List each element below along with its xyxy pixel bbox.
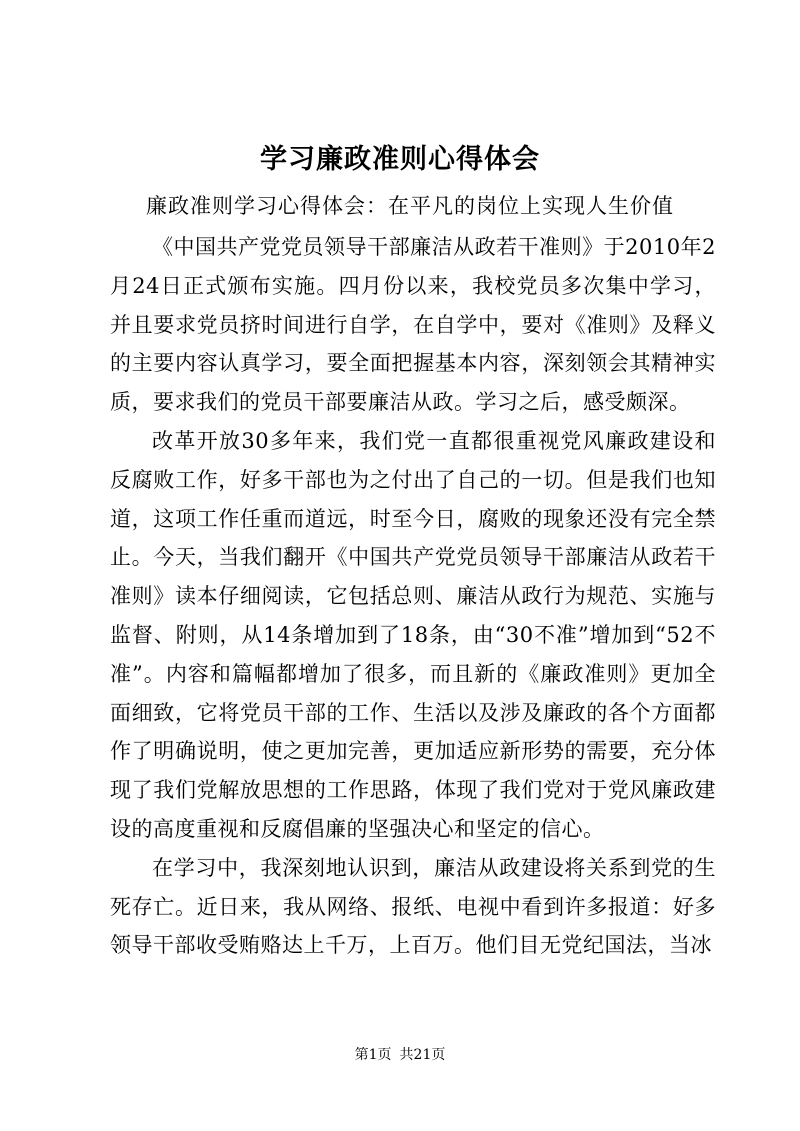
document-title: 学习廉政准则心得体会 — [260, 144, 540, 175]
document-body — [110, 228, 716, 965]
document-subtitle: 廉政准则学习心得体会：在平凡的岗位上实现人生价值 — [146, 194, 674, 218]
paragraph: 在学习中，我深刻地认识到，廉洁从政建设将关系到党的生死存亡。近日来，我从网络、报纸、电视中看到许多报道：好多领导干部收受贿赂达上千万，上百万。他们目无党纪国法，当冰 — [110, 855, 716, 958]
page-total: 共21页 — [399, 1047, 446, 1063]
paragraph: 改革开放30多年来，我们党一直都很重视党风廉政建设和反腐败工作，好多干部也为之付出了自己的一切。但是我们也知道，这项工作任重而道远，时至今日，腐败的现象还没有完全禁止。今天，当我们翻开《中国共产党党员领导干部廉洁从政若干准则》读本仔细阅读，它包括总则、廉洁从政行为规范、实施与监督、附则，从14条增加到了18条，由“30不准”增加到“52不准”。内容和篇幅都增加了很多，而且新的《廉政准则》更加全面细致，它将党员干部的工作、生活以及涉及廉政的各个方面都作了明确说明，使之更加完善，更加适应新形势的需要，充分体现了我们党解放思想的工作思路，体现了我们党对于党风廉政建设的高度重视和反腐倡廉的坚强决心和坚定的信心。 — [110, 428, 716, 841]
paragraph: 《中国共产党党员领导干部廉洁从政若干准则》于2010年2月24日正式颁布实施。四月份以来，我校党员多次集中学习，并且要求党员挤时间进行自学，在自学中，要对《准则》及释义的主要内容认真学习，要全面把握基本内容，深刻领会其精神实质，要求我们的党员干部要廉洁从政。学习之后，感受颇深。 — [110, 235, 716, 415]
page-footer — [0, 1045, 800, 1065]
page-number: 第1页 — [354, 1047, 392, 1063]
